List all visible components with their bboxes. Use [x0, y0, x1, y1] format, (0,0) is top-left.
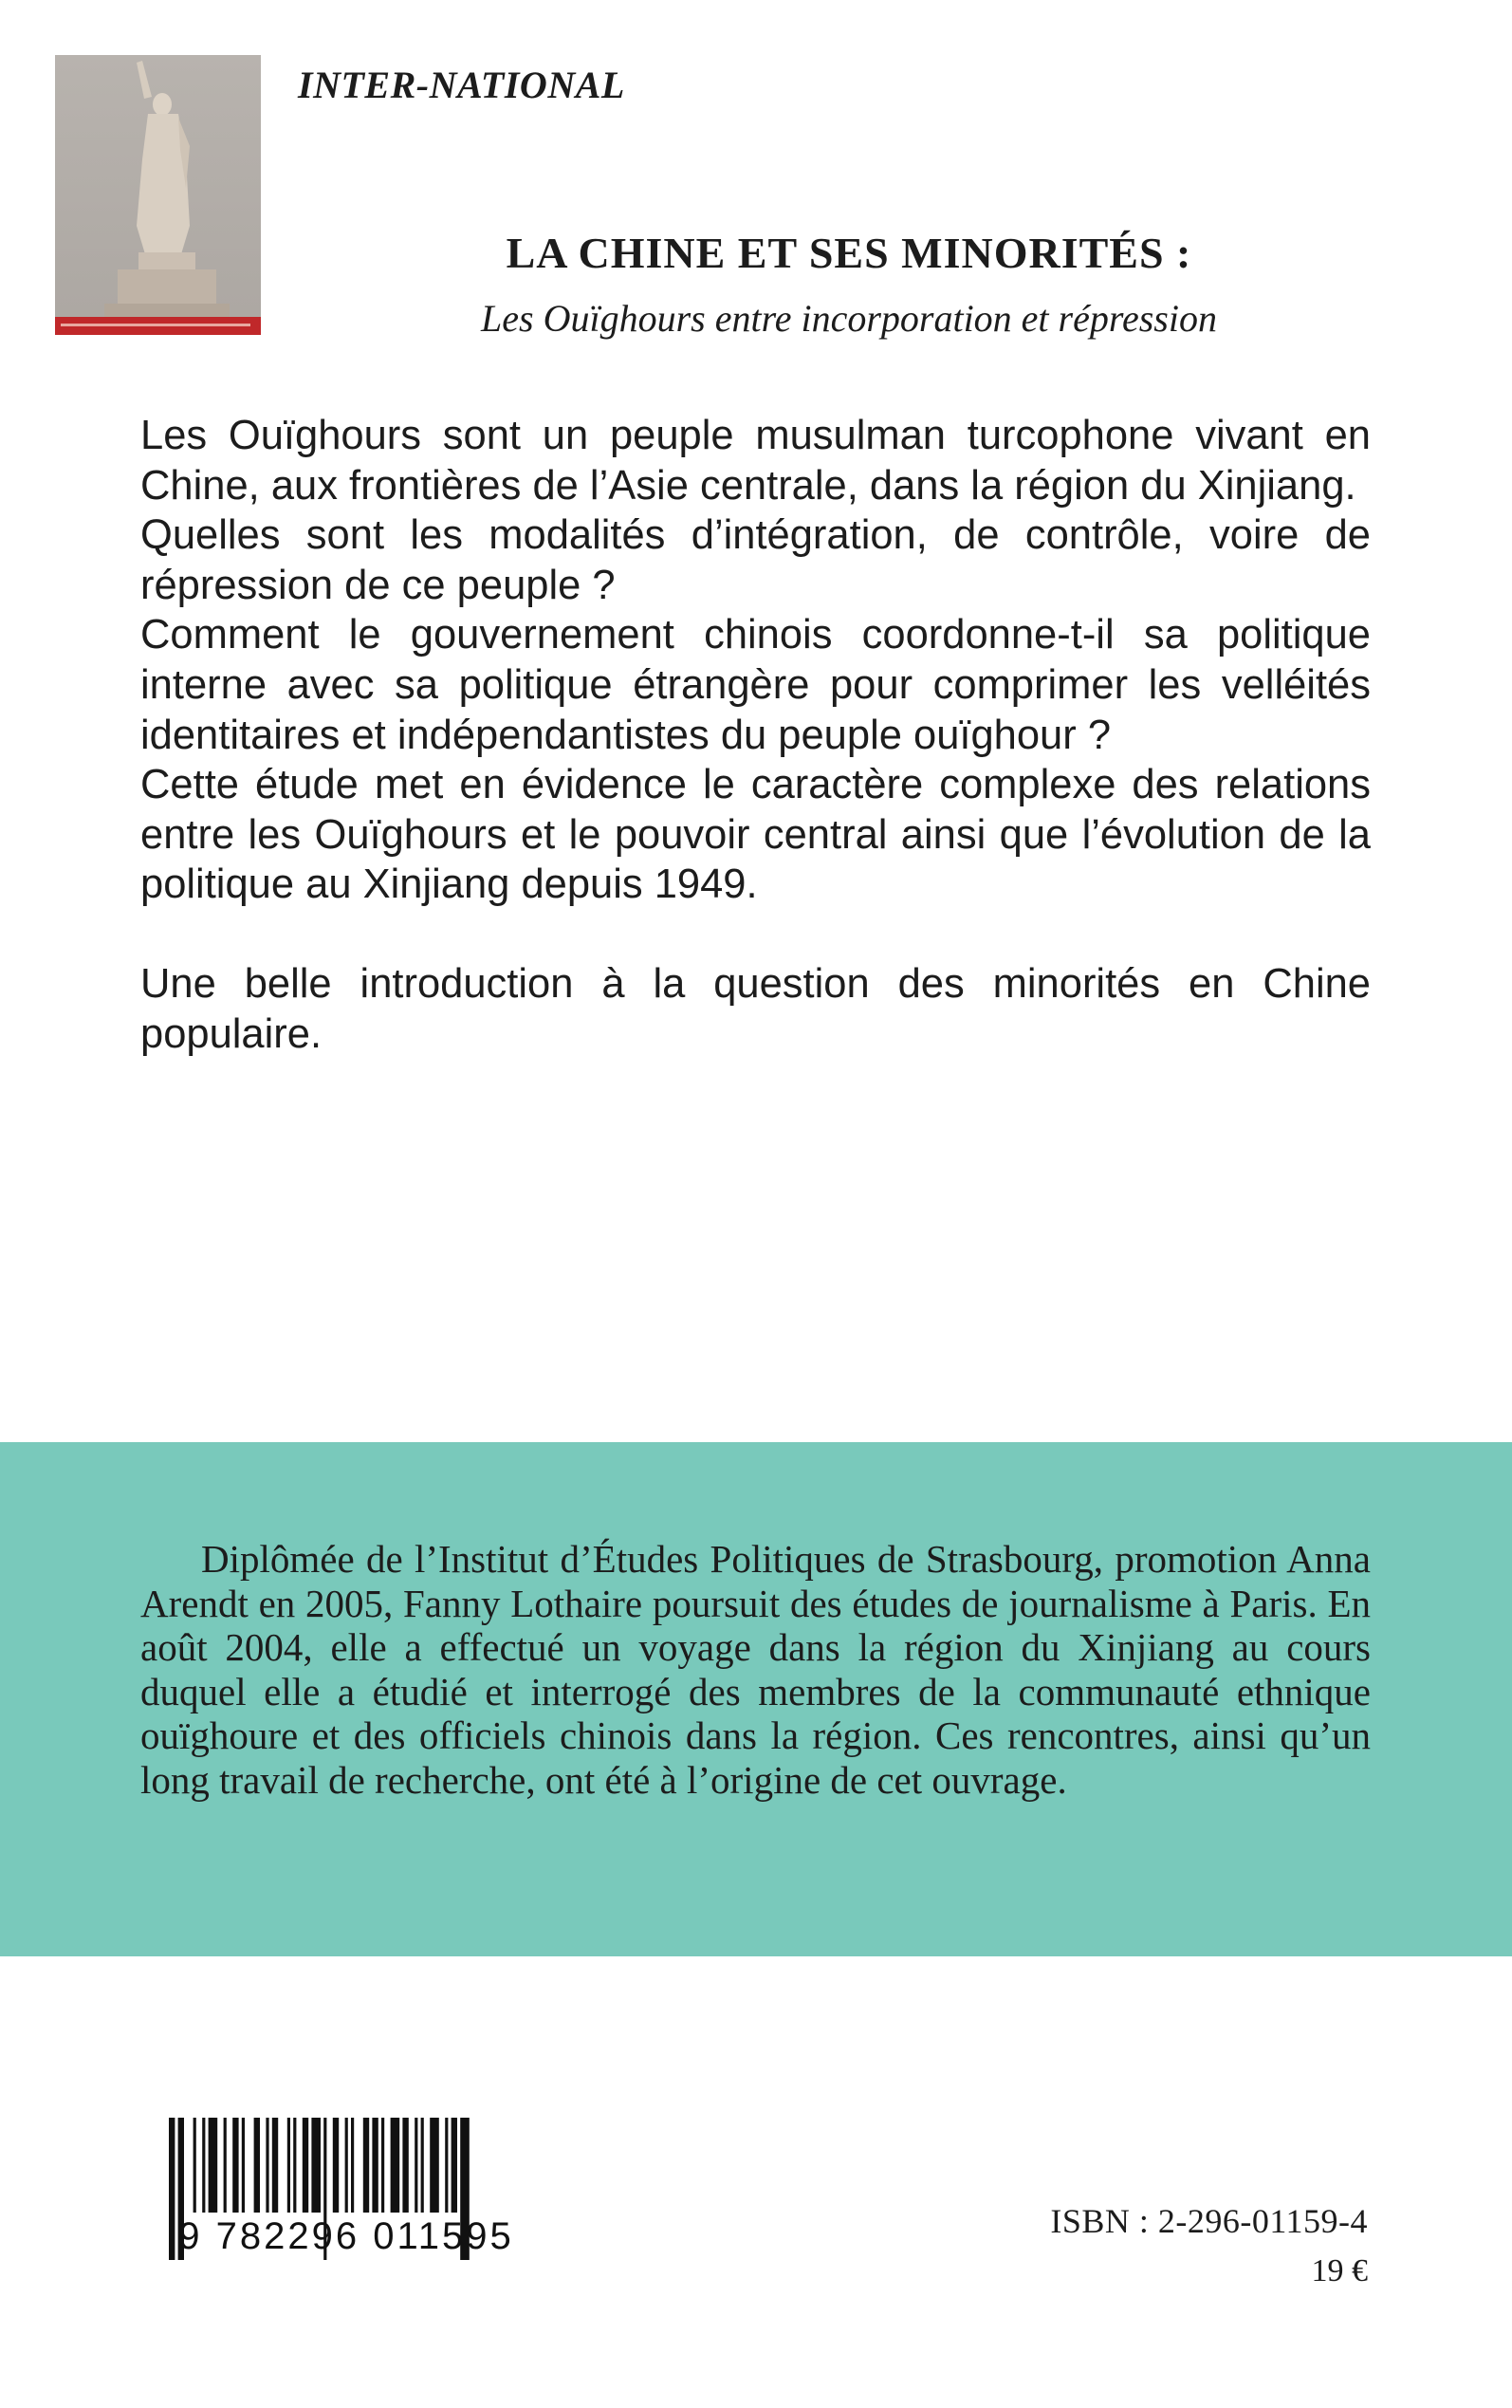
author-bio: Diplômée de l’Institut d’Études Politiques de Strasbourg, promotion Anna Arendt en 2005, Fanny Lothaire poursuit des études de journalisme à Paris. En août 2004, elle a effectué un voyage dans la région du Xinjiang au cours duquel elle a étudié et interrogé des membres de la communauté ethnique ouïghoure et des officiels chinois dans la région. Ces rencontres, ainsi qu’un long travail de recherche, ont été à l’origine de cet ouvrage.: [140, 1537, 1371, 1802]
barcode-bar: [351, 2118, 354, 2213]
blurb-paragraph: Cette étude met en évidence le caractère complexe des relations entre les Ouïghours et le pouvoir central ainsi que l’évolution de la politique au Xinjiang depuis 1949.: [140, 762, 1371, 908]
barcode-bar: [272, 2118, 278, 2213]
price: 19 €: [1311, 2253, 1368, 2288]
barcode-bar: [452, 2118, 457, 2213]
barcode-bar: [194, 2118, 196, 2213]
cover-photo-statue: [55, 55, 261, 335]
barcode-bar: [293, 2118, 296, 2213]
barcode-bar: [402, 2118, 408, 2213]
barcode-bar: [372, 2118, 378, 2213]
barcode-bar: [430, 2118, 439, 2213]
barcode-bar: [232, 2118, 238, 2213]
series-name: INTER-NATIONAL: [298, 64, 625, 106]
barcode-bar: [311, 2118, 321, 2213]
blurb-paragraph: Les Ouïghours sont un peuple musulman turcophone vivant en Chine, aux frontières de l’Asie centrale, dans la région du Xinjiang.: [140, 413, 1371, 509]
blurb-paragraph: Comment le gouvernement chinois coordonne-t-il sa politique interne avec sa politique étrangère pour comprimer les velléités identitaires et indépendantistes du peuple ouïghour ?: [140, 612, 1371, 758]
barcode-bar: [209, 2118, 218, 2213]
isbn: ISBN : 2-296-01159-4: [1050, 2202, 1368, 2240]
barcode-bar: [421, 2118, 424, 2213]
barcode-digits: 9 782296 011595: [178, 2215, 514, 2257]
blurb-paragraph: Quelles sont les modalités d’intégration, de contrôle, voire de répression de ce peuple ?: [140, 512, 1371, 608]
barcode-bar: [242, 2118, 245, 2213]
barcode-bar: [415, 2118, 417, 2213]
barcode-bar: [381, 2118, 384, 2213]
book-subtitle: Les Ouïghours entre incorporation et répression: [481, 297, 1217, 340]
barcode-bar: [287, 2118, 290, 2213]
barcode-bar: [391, 2118, 400, 2213]
barcode-bar: [303, 2118, 308, 2213]
barcode-bar: [333, 2118, 339, 2213]
barcode-bar: [254, 2118, 260, 2213]
barcode-bar: [345, 2118, 348, 2213]
barcode-bar: [363, 2118, 369, 2213]
barcode-bar: [445, 2118, 448, 2213]
book-title: LA CHINE ET SES MINORITÉS :: [506, 229, 1192, 277]
blurb: [140, 411, 1371, 1059]
barcode-bar: [224, 2118, 227, 2213]
barcode-bar: [266, 2118, 268, 2213]
barcode-bar: [202, 2118, 205, 2213]
blurb-closing: Une belle introduction à la question des minorités en Chine populaire.: [140, 960, 1371, 1057]
author-bio-panel: [0, 1442, 1512, 1956]
